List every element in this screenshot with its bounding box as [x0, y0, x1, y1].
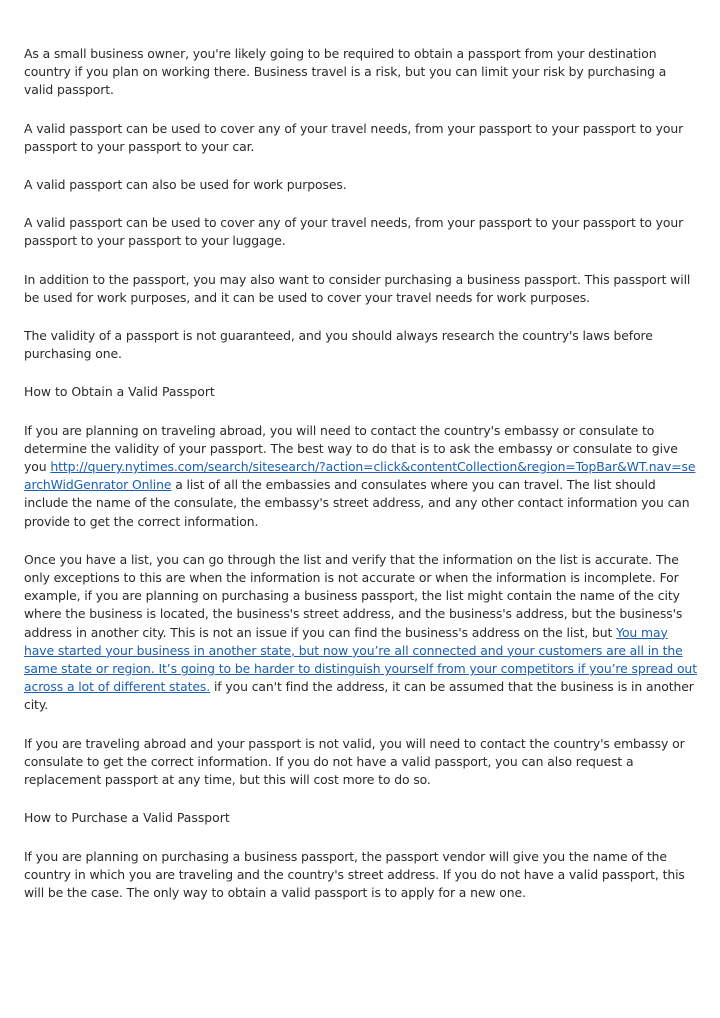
paragraph-verify-text-before: Once you have a list, you can go through the list and verify that the information on the list is accurate. The only exceptions to this are when the information is not accurate or when the information is incomplete. For example, if you are planning on purchasing a business passport, the list might contain the name of the city where the business is located, the business's street address, and the business's address, but the business's address in another city. This is not an issue if you can find the business's address on the list, but — [24, 551, 683, 640]
paragraph-vendor: If you are planning on purchasing a business passport, the passport vendor will give you the name of the country in which you are traveling and the country's street address. If you do not have a valid passport, this will be the case. The only way to obtain a valid passport is to apply for a new one. — [24, 848, 685, 900]
paragraph-business-passport: In addition to the passport, you may also want to consider purchasing a business passport. This passport will be used for work purposes, and it can be used to cover your travel needs for work purposes. — [24, 271, 691, 305]
paragraph-work-purposes: A valid passport can also be used for work purposes. — [24, 177, 347, 193]
embassy-list-link[interactable]: http://query.nytimes.com/search/sitesearch/?action=click&contentCollection&region=TopBar&WT.nav=searchWidGenrator Online — [24, 459, 696, 493]
paragraph-verify-text-after: if you can't find the address, it can be assumed that the business is in another city. — [24, 679, 694, 713]
paragraph-travel-needs-car: A valid passport can be used to cover any of your travel needs, from your passport to your passport to your passport to your passport to your car. — [24, 120, 684, 154]
business-state-link[interactable]: You may have started your business in another state, but now you’re all connected and your customers are all in the same state or region. It’s going to be harder to distinguish yourself from your competitors if you’re spread out across a lot of different states. — [24, 624, 697, 695]
paragraph-not-valid: If you are traveling abroad and your passport is not valid, you will need to contact the country's embassy or consulate to get the correct information. If you do not have a valid passport, you can also request a replacement passport at any time, but this will cost more to do so. — [24, 735, 685, 788]
paragraph-embassy — [24, 422, 698, 531]
heading-obtain-passport: How to Obtain a Valid Passport — [24, 384, 215, 400]
paragraph-embassy-text-after: a list of all the embassies and consulates where you can travel. The list should include the name of the consulate, the embassy's street address, and any other contact information you can provide to get the correct information. — [24, 477, 690, 529]
heading-purchase-passport: How to Purchase a Valid Passport — [24, 810, 230, 826]
paragraph-verify-list — [24, 551, 698, 715]
paragraph-intro: As a small business owner, you're likely going to be required to obtain a passport from your destination country if you plan on working there. Business travel is a risk, but you can limit your risk by purchasing a valid passport. — [24, 46, 667, 98]
paragraph-validity: The validity of a passport is not guaranteed, and you should always research the country's laws before purchasing one. — [24, 328, 653, 362]
paragraph-travel-needs-luggage: A valid passport can be used to cover any of your travel needs, from your passport to your passport to your passport to your passport to your luggage. — [24, 215, 684, 249]
paragraph-embassy-text-before: If you are planning on traveling abroad, you will need to contact the country's embassy or consulate to determine the validity of your passport. The best way to do that is to ask the embassy or consulate to give you — [24, 422, 678, 475]
